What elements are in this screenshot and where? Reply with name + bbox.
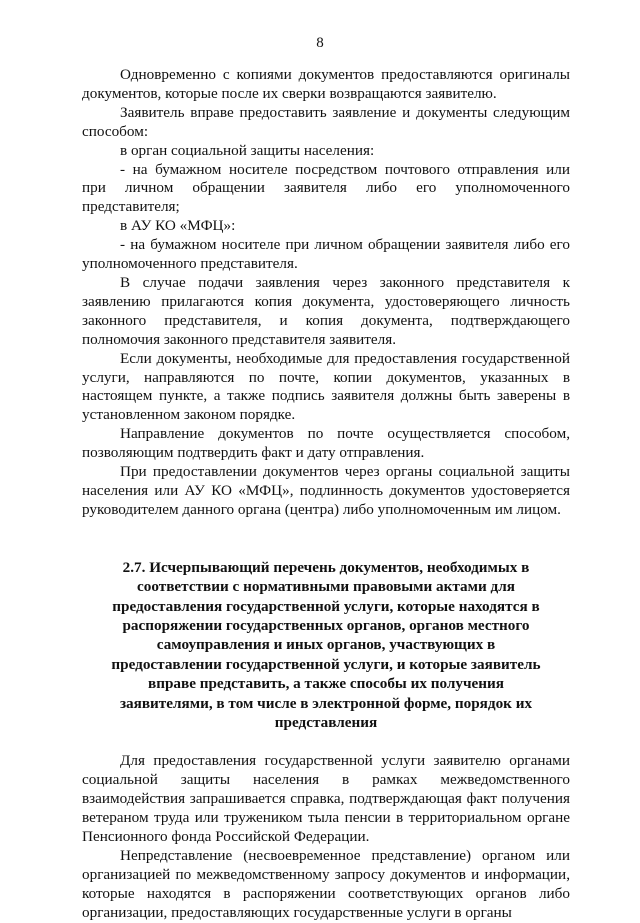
paragraph-originals: Одновременно с копиями документов предоставляются оригиналы документов, которые после их сверки возвращаются заявителю. [82,66,570,102]
document-body [82,66,570,923]
paragraph-social-protection-organ: в орган социальной защиты населения: [120,141,375,159]
paragraph-paper-postal: - на бумажном носителе посредством почтового отправления или при личном обращении заявителя либо его уполномоченного представителя; [82,160,570,216]
paragraph-postal-method: Направление документов по почте осуществляется способом, позволяющим подтвердить факт и дату отправления. [82,425,570,462]
paragraph-legal-representative: В случае подачи заявления через законного представителя к заявлению прилагаются копия документа, удостоверяющего личность законного представителя, и копия документа, подтверждающего полномочия законного представителя заявителя. [82,273,570,348]
paragraph-submission-methods: Заявитель вправе предоставить заявление и документы следующим способом: [82,103,570,140]
page-number: 8 [316,35,324,51]
paragraph-paper-personal: - на бумажном носителе при личном обращении заявителя либо его уполномоченного представителя. [82,236,570,273]
paragraph-authenticity: При предоставлении документов через органы социальной защиты населения или АУ КО «МФЦ», подлинность документов удостоверяется руководителем данного органа (центра) либо уполномоченным им лицом. [82,463,570,518]
paragraph-interagency-request: Для предоставления государственной услуги заявителю органами социальной защиты населения в рамках межведомственного взаимодействия запрашивается справка, подтверждающая факт получения ветераном труда или тружеником тыла пенсии в территориальном органе Пенсионного фонда Российской Федерации. [82,752,570,846]
paragraph-postal-copies: Если документы, необходимые для предоставления государственной услуги, направляются по почте, копии документов, указанных в настоящем пункте, а также подпись заявителя должны быть заверены в установленном законом порядке. [82,349,570,424]
section-heading: 2.7. Исчерпывающий перечень документов, необходимых в соответствии с нормативными правовыми актами для предоставления государственной услуги, которые находятся в распоряжении государственных органов, органов местного самоуправления и иных органов, участвующих в предоставлении государственной услуги, и которые заявитель вправе представить, а также способы их получения заявителями, в том числе в электронной форме, порядок их представления [111,558,541,731]
paragraph-mfc: в АУ КО «МФЦ»: [120,217,236,235]
paragraph-non-submission: Непредставление (несвоевременное представление) органом или организацией по межведомственному запросу документов и информации, которые находятся в распоряжении соответствующих органов либо организации, предоставляющих государственные услуги в органы [82,846,570,921]
